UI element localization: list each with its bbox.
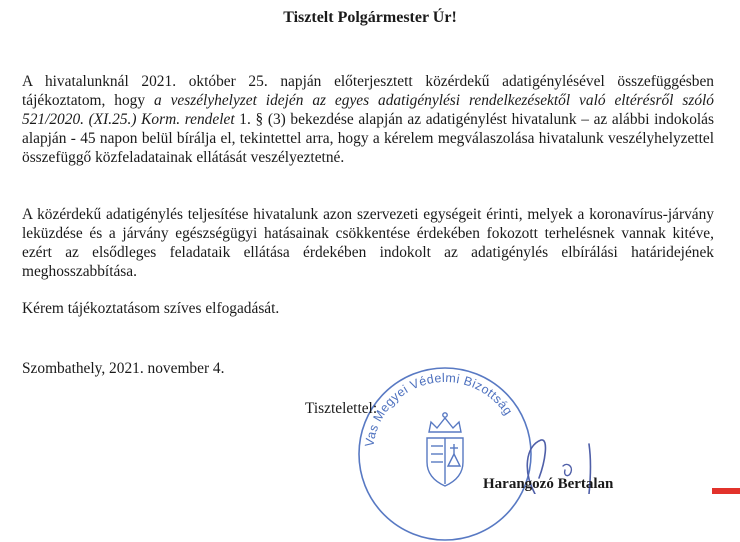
salutation: Tisztelt Polgármester Úr! xyxy=(283,9,457,26)
signer-name: Harangozó Bertalan xyxy=(483,476,614,492)
paragraph-notice-text: A hivatalunknál 2021. október 25. napján előterjesztett közérdekű adatigénylésével összefüggésben tájékoztatom, hogy xyxy=(22,73,714,109)
page-edge-mark xyxy=(712,488,740,494)
decree-reference: a veszélyhelyzet idején az egyes adatigénylési rendelkezésektől való eltérésről szóló 521/2020. (XI.25.) Korm. rendelet xyxy=(22,92,715,128)
paragraph-justification: A közérdekű adatigénylés teljesítése hivatalunk azon szervezeti egységeit érinti, melyek a koronavírus-járvány leküzdése és a járvány egészségügyi hatásainak csökkentése érdekében fokozott terhelésnek vannak kitéve, ezért az elsődleges feladataik ellátása érdekében indokolt az adatigénylés elbírálási határidejének meghosszabbítása. xyxy=(22,206,714,280)
closing-phrase: Tisztelettel: xyxy=(305,400,378,417)
official-stamp xyxy=(355,362,535,542)
place-date: Szombathely, 2021. november 4. xyxy=(22,360,225,377)
paragraph-request: Kérem tájékoztatásom szíves elfogadását. xyxy=(22,300,280,317)
coat-of-arms-icon xyxy=(427,413,463,486)
paragraph-notice-text-end: 1. § (3) bekezdése alapján az adatigénylést hivatalunk – az alábbi indokolás alapján - 45 napon belül bírálja el, tekintettel arra, hogy a kérelem megválaszolása hivatalunk veszélyhelyzettel összefüggő közfeladatainak ellátását veszélyeztetné. xyxy=(22,111,714,166)
stamp-text: Vas Megyei Védelmi Bizottság xyxy=(362,370,516,448)
paragraph-notice xyxy=(22,72,714,167)
